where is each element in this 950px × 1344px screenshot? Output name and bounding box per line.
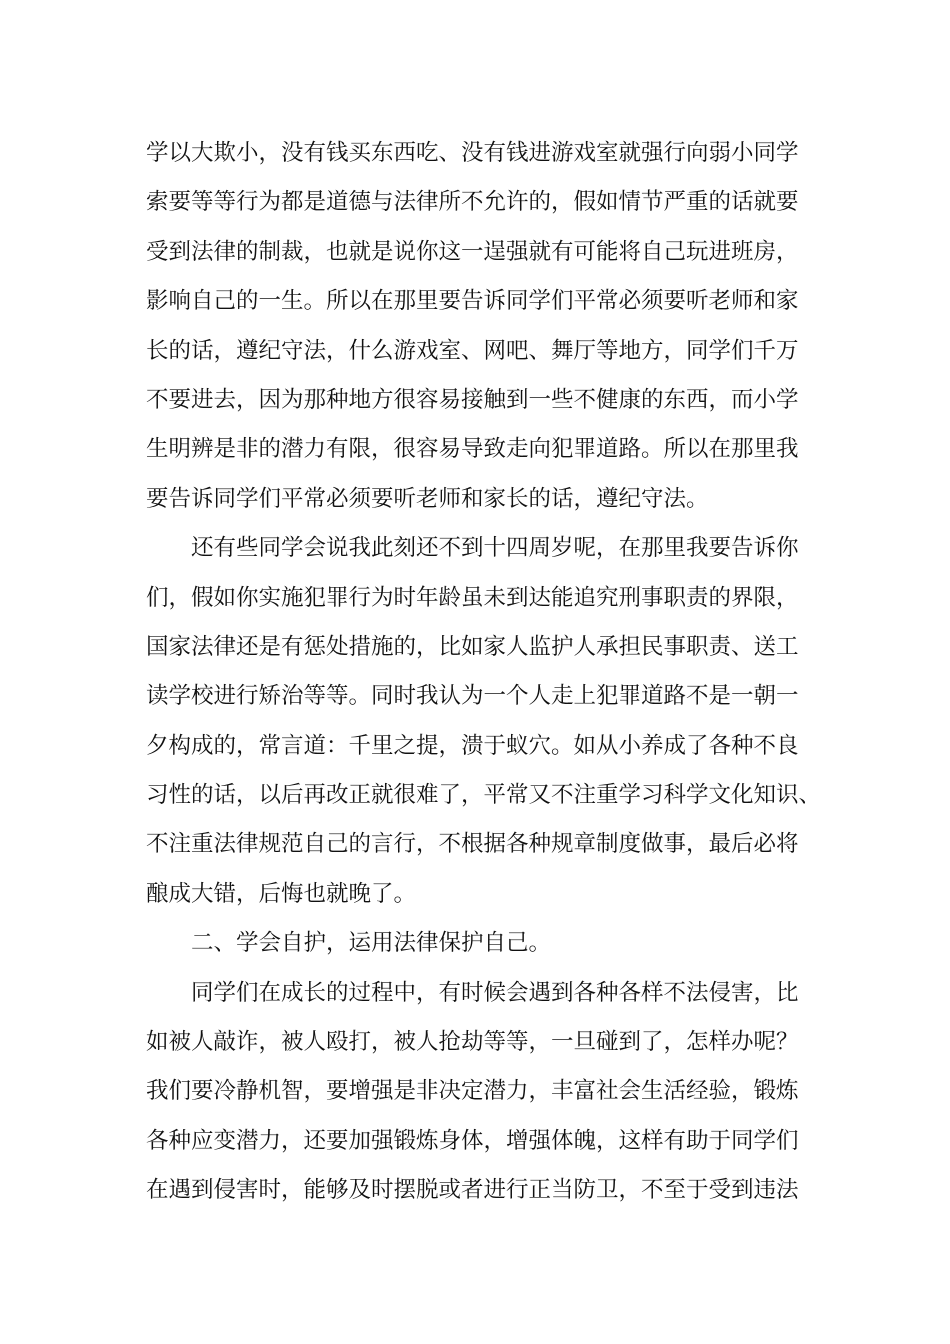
paragraph-line: 们，假如你实施犯罪行为时年龄虽未到达能追究刑事职责的界限， — [146, 584, 799, 611]
paragraph-line: 要告诉同学们平常必须要听老师和家长的话，遵纪守法。 — [146, 485, 709, 512]
paragraph-line: 如被人敲诈，被人殴打，被人抢劫等等，一旦碰到了，怎样办呢？ — [146, 1029, 799, 1056]
paragraph-line: 我们要冷静机智，要增强是非决定潜力，丰富社会生活经验，锻炼 — [146, 1078, 799, 1105]
paragraph-line: 影响自己的一生。所以在那里要告诉同学们平常必须要听老师和家 — [146, 288, 799, 315]
paragraph-line: 读学校进行矫治等等。同时我认为一个人走上犯罪道路不是一朝一 — [146, 683, 799, 710]
paragraph-line: 在遇到侵害时，能够及时摆脱或者进行正当防卫，不至于受到违法 — [146, 1177, 799, 1204]
paragraph-first-line: 还有些同学会说我此刻还不到十四周岁呢，在那里我要告诉你 — [191, 535, 799, 562]
paragraph-first-line: 同学们在成长的过程中，有时候会遇到各种各样不法侵害，比 — [191, 979, 799, 1006]
paragraph-line: 索要等等行为都是道德与法律所不允许的，假如情节严重的话就要 — [146, 189, 799, 216]
paragraph-line: 不注重法律规范自己的言行，不根据各种规章制度做事，最后必将 — [146, 831, 799, 858]
paragraph-line: 长的话，遵纪守法，什么游戏室、网吧、舞厅等地方，同学们千万 — [146, 337, 799, 364]
paragraph-line: 国家法律还是有惩处措施的，比如家人监护人承担民事职责、送工 — [146, 633, 799, 660]
body-text — [146, 129, 836, 1216]
paragraph-first-line: 学以大欺小，没有钱买东西吃、没有钱进游戏室就强行向弱小同学 — [146, 140, 799, 166]
paragraph-line: 夕构成的，常言道：千里之提，溃于蚁穴。如从小养成了各种不良 — [146, 732, 799, 759]
paragraph-line: 不要进去，因为那种地方很容易接触到一些不健康的东西，而小学 — [146, 386, 799, 413]
paragraph-line: 各种应变潜力，还要加强锻炼身体，增强体魄，这样有助于同学们 — [146, 1127, 799, 1154]
paragraph-line: 受到法律的制裁，也就是说你这一逞强就有可能将自己玩进班房， — [146, 238, 799, 265]
paragraph-line: 生明辨是非的潜力有限，很容易导致走向犯罪道路。所以在那里我 — [146, 436, 799, 463]
paragraph-line: 酿成大错，后悔也就晚了。 — [146, 880, 417, 907]
paragraph-line: 习性的话，以后再改正就很难了，平常又不注重学习科学文化知识、 — [146, 782, 822, 809]
paragraph-first-line: 二、学会自护，运用法律保护自己。 — [191, 930, 552, 957]
